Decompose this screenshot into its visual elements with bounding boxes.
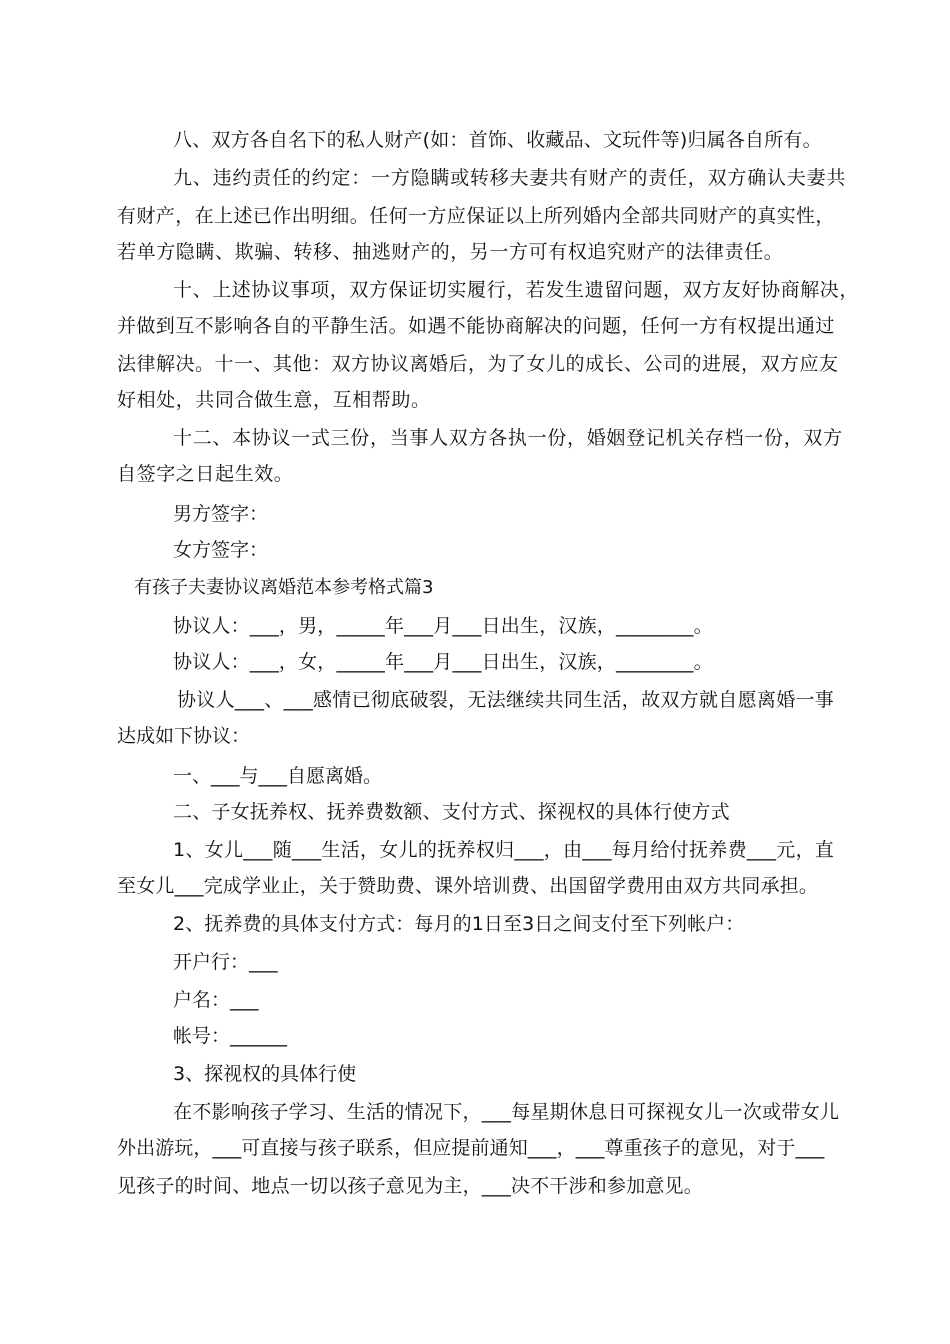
paragraph-10-line-4: 好相处，共同合做生意，互相帮助。 (117, 389, 431, 411)
account-number-field: 帐号：______ (173, 1025, 288, 1047)
female-signature-label: 女方签字： (173, 539, 269, 561)
clause-2-3: 3、探视权的具体行使 (173, 1063, 357, 1085)
clause-2-2: 2、抚养费的具体支付方式：每月的1日至3日之间支付至下列帐户： (173, 913, 745, 935)
clause-2-1-line-1: 1、女儿___随___生活，女儿的抚养权归___，由___每月给付抚养费___元，直 (173, 839, 835, 861)
paragraph-10-line-2: 并做到互不影响各自的平静生活。如遇不能协商解决的问题，任何一方有权提出通过 (117, 315, 835, 337)
party-2-line: 协议人：___，女，_____年___月___日出生，汉族，________。 (173, 651, 713, 673)
paragraph-12-line-2: 自签字之日起生效。 (117, 463, 294, 485)
paragraph-12-line-1: 十二、本协议一式三份，当事人双方各执一份，婚姻登记机关存档一份，双方 (173, 427, 843, 449)
male-signature-label: 男方签字： (173, 503, 269, 525)
party-1-line: 协议人：___，男，_____年___月___日出生，汉族，________。 (173, 615, 713, 637)
account-name-field: 户名：___ (173, 989, 259, 1011)
paragraph-8: 八、双方各自名下的私人财产(如：首饰、收藏品、文玩件等)归属各自所有。 (173, 129, 822, 151)
paragraph-10-line-3: 法律解决。十一、其他：双方协议离婚后，为了女儿的成长、公司的进展，双方应友 (117, 353, 839, 375)
preamble-line-2: 达成如下协议： (117, 725, 251, 747)
section-heading: 有孩子夫妻协议离婚范本参考格式篇3 (134, 577, 434, 598)
paragraph-9-line-1: 九、违约责任的约定：一方隐瞒或转移夫妻共有财产的责任，双方确认夫妻共 (173, 167, 847, 189)
clause-2-1-line-2: 至女儿___完成学业止，关于赞助费、课外培训费、出国留学费用由双方共同承担。 (117, 875, 819, 897)
bank-name-field: 开户行：___ (173, 951, 278, 973)
paragraph-10-line-1: 十、上述协议事项，双方保证切实履行，若发生遗留问题，双方友好协商解决， (173, 279, 860, 301)
clause-2: 二、子女抚养权、抚养费数额、支付方式、探视权的具体行使方式 (173, 801, 730, 823)
visitation-line-3: 见孩子的时间、地点一切以孩子意见为主，___决不干涉和参加意见。 (117, 1175, 703, 1197)
visitation-line-2: 外出游玩，___可直接与孩子联系，但应提前通知___，___尊重孩子的意见，对于___ (117, 1137, 825, 1159)
paragraph-9-line-2: 有财产，在上述已作出明细。任何一方应保证以上所列婚内全部共同财产的真实性， (117, 205, 835, 227)
paragraph-9-line-3: 若单方隐瞒、欺骗、转移、抽逃财产的，另一方可有权追究财产的法律责任。 (117, 241, 784, 263)
clause-1: 一、___与___自愿离婚。 (173, 765, 383, 787)
visitation-line-1: 在不影响孩子学习、生活的情况下，___每星期休息日可探视女儿一次或带女儿 (173, 1101, 840, 1123)
preamble-line-1: 协议人___、___感情已彻底破裂，无法继续共同生活，故双方就自愿离婚一事 (177, 689, 835, 711)
